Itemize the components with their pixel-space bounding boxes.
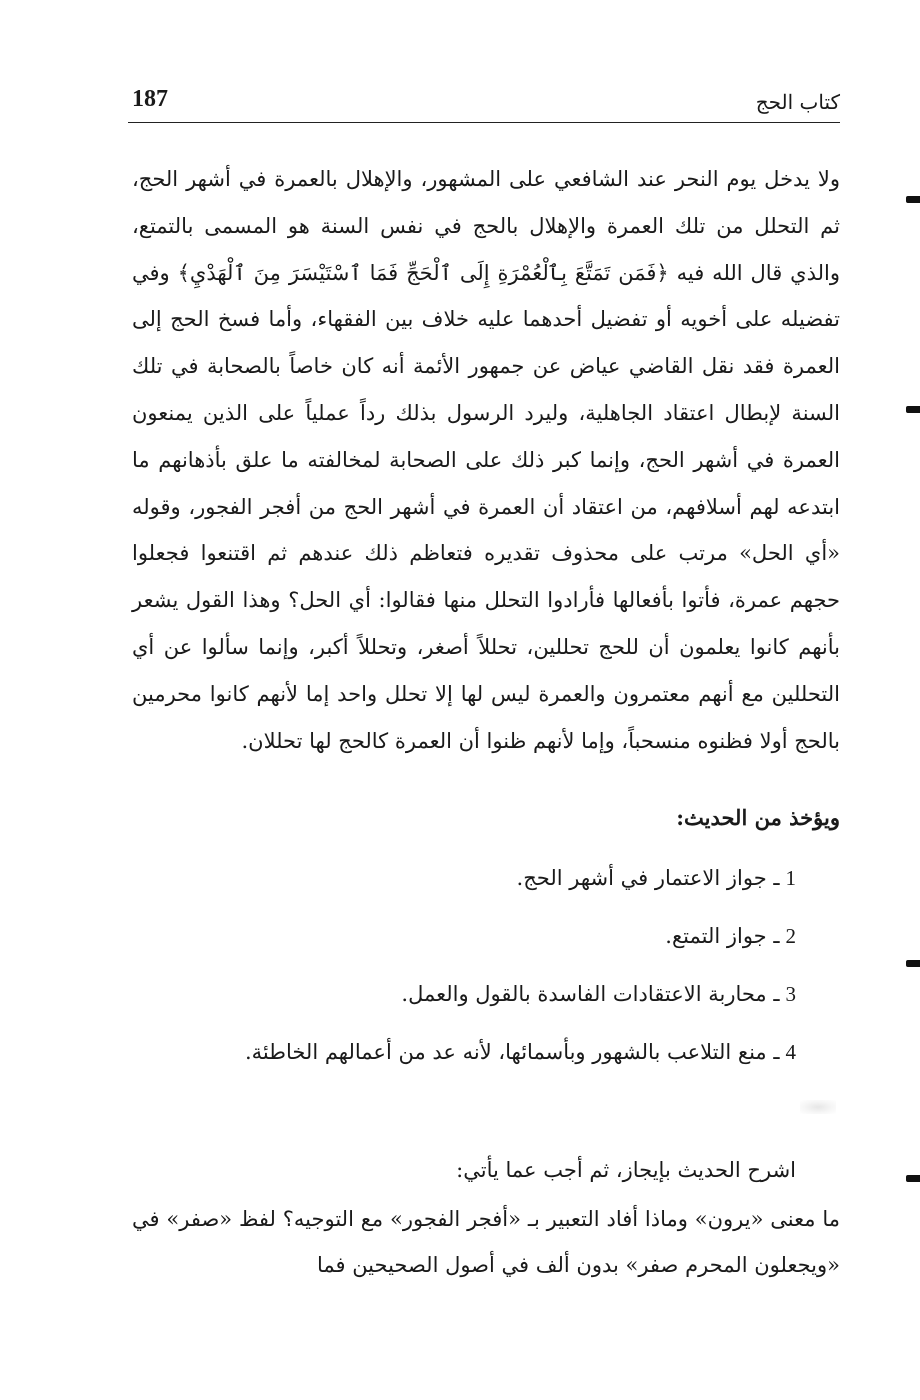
item-number: 1	[785, 866, 796, 890]
item-text: ـ جواز الاعتمار في أشهر الحج.	[516, 866, 780, 890]
questions-text: ما معنى «يرون» وماذا أفاد التعبير بـ «أفجر الفجور» مع التوجيه؟ لفظ «صفر» في «ويجعلون المحرم صفر» بدون ألف في أصول الصحيحين فما	[132, 1207, 840, 1277]
margin-tab-mark	[906, 196, 920, 203]
item-number: 3	[785, 982, 796, 1006]
running-head	[128, 84, 840, 124]
margin-tab-mark	[906, 406, 920, 413]
benefits-heading: ويؤخذ من الحديث:	[676, 805, 840, 830]
benefits-list	[116, 855, 796, 1087]
list-item	[116, 913, 796, 971]
margin-tab-mark	[906, 960, 920, 967]
item-number: 2	[785, 924, 796, 948]
margin-tab-mark	[906, 1175, 920, 1182]
list-item	[116, 971, 796, 1029]
running-title: كتاب الحج	[755, 90, 840, 114]
list-item	[116, 855, 796, 913]
header-rule	[128, 122, 840, 123]
commentary-paragraph	[132, 156, 840, 764]
questions-intro: اشرح الحديث بإيجاز، ثم أجب عما يأتي:	[456, 1158, 796, 1182]
item-number: 4	[785, 1040, 796, 1064]
paragraph-text: ولا يدخل يوم النحر عند الشافعي على المشهور، والإهلال بالعمرة في أشهر الحج، ثم التحلل من تلك العمرة والإهلال بالحج في نفس السنة هو المسمى بالتمتع، والذي قال الله فيه ﴿فَمَن تَمَتَّعَ بِٱلْعُمْرَةِ إِلَى ٱلْحَجِّ فَمَا ٱسْتَيْسَرَ مِنَ ٱلْهَدْيِ﴾ وفي تفضيله على أخويه أو تفضيل أحدهما عليه خلاف بين الفقهاء، وأما فسخ الحج إلى العمرة فقد نقل القاضي عياض عن جمهور الأئمة أنه كان خاصاً بالصحابة في تلك السنة لإبطال اعتقاد الجاهلية، وليرد الرسول بذلك رداً عملياً على الذين يمنعون العمرة في أشهر الحج، وإنما كبر ذلك على الصحابة لمخالفته ما علق بأذهانهم ما ابتدعه لهم أسلافهم، من اعتقاد أن العمرة في أشهر الحج من أفجر الفجور، وقوله «أي الحل» مرتب على محذوف تقديره فتعاظم ذلك عندهم ثم اقتنعوا فجعلوا حجهم عمرة، فأتوا بأفعالها فأرادوا التحلل منها فقالوا: أي الحل؟ وهذا القول يشعر بأنهم كانوا يعلمون أن للحج تحللين، تحللاً أصغر، وتحللاً أكبر، وإنما سألوا عن أي التحللين مع أنهم معتمرون والعمرة ليس لها إلا تحلل واحد إما لأنهم كانوا محرمين بالحج أولا فظنوه منسحباً، وإما لأنهم ظنوا أن العمرة كالحج لها تحللان.	[132, 167, 840, 753]
item-text: ـ جواز التمتع.	[665, 924, 780, 948]
page-number: 187	[132, 86, 168, 112]
item-text: ـ منع التلاعب بالشهور وبأسمائها، لأنه عد من أعمالهم الخاطئة.	[244, 1040, 780, 1064]
questions-paragraph	[132, 1196, 840, 1288]
list-item	[116, 1029, 796, 1087]
scan-smudge	[800, 1100, 836, 1114]
item-text: ـ محاربة الاعتقادات الفاسدة بالقول والعمل.	[401, 982, 780, 1006]
